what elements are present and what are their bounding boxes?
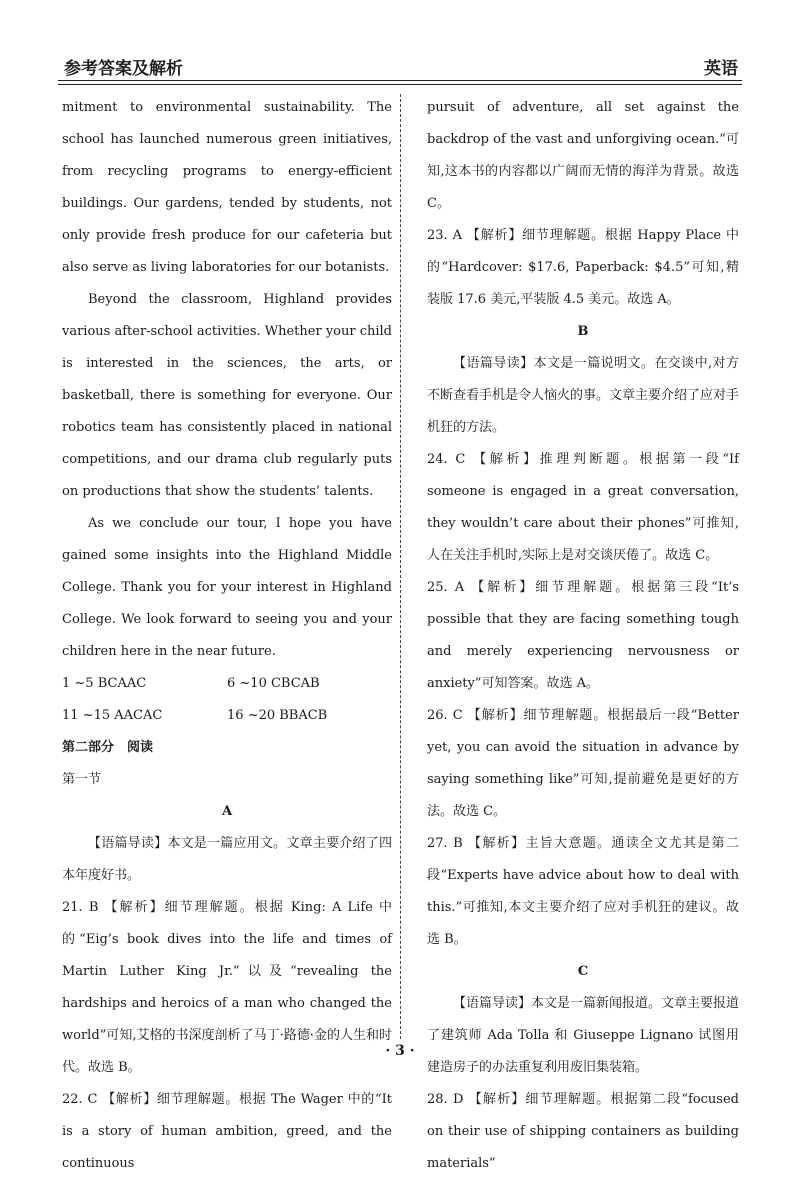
passage-letter: B (577, 324, 589, 339)
passage-letter: C (577, 964, 589, 979)
header-subject: 英语 (704, 59, 738, 79)
answer-explanation: pursuit of adventure, all set against the backdrop of the vast and unforgiving ocean.”可知,这本书的内容都以广阔而无情的海洋为背景。故选 C。 (427, 100, 739, 211)
passage-paragraph: mitment to environmental sustainability. The school has launched numerous green initiatives, from recycling programs to energy-efficient buildings. Our gardens, tended by students, not only provide fresh produce for our cafeteria but also serve as living laboratories for our botanists. (62, 100, 392, 275)
passage-letter: A (221, 804, 233, 819)
section-title: 第一节 (62, 772, 102, 787)
passage-guide: 【语篇导读】本文是一篇应用文。文章主要介绍了四本年度好书。 (62, 836, 392, 883)
left-column (62, 92, 392, 1180)
answer-explanation: 24. C 【解析】推理判断题。根据第一段“If someone is engaged in a great conversation, they wouldn’t care about their phones”可推知,人在关注手机时,实际上是对交谈厌倦了。故选 C。 (427, 452, 739, 563)
part-title: 第二部分 阅读 (62, 740, 154, 755)
answer-key: 1 ~5 BCAAC (62, 676, 147, 691)
answer-explanation: 28. D 【解析】细节理解题。根据第二段“focused on their use of shipping containers as building materials” (427, 1092, 739, 1171)
answer-row (62, 668, 392, 700)
passage-guide: 【语篇导读】本文是一篇说明文。在交谈中,对方不断查看手机是令人恼火的事。文章主要介绍了应对手机狂的方法。 (427, 356, 740, 435)
page-header (58, 52, 742, 82)
answer-key: 16 ~20 BBACB (227, 708, 328, 723)
answer-explanation: 23. A 【解析】细节理解题。根据 Happy Place 中的“Hardcover: $17.6, Paperback: $4.5”可知,精装版 17.6 美元,平装版 4.5 美元。故选 A。 (427, 228, 739, 307)
answer-explanation: 25. A 【解析】细节理解题。根据第三段“It’s possible that they are facing something tough and merely experiencing nervousness or anxiety”可知答案。故选 A。 (427, 580, 739, 691)
passage-guide: 【语篇导读】本文是一篇新闻报道。文章主要报道了建筑师 Ada Tolla 和 Giuseppe Lignano 试图用建造房子的办法重复利用废旧集装箱。 (427, 996, 740, 1075)
header-rule-thin (58, 84, 742, 85)
right-column (427, 92, 739, 1180)
column-divider (400, 94, 401, 1039)
page-number: · 3 · (385, 1043, 415, 1059)
passage-paragraph: Beyond the classroom, Highland provides various after-school activities. Whether your child is interested in the sciences, the arts, or basketball, there is something for everyone. Our robotics team has consistently placed in national competitions, and our drama club regularly puts on productions that show the students’ talents. (62, 292, 392, 499)
answer-explanation: 27. B 【解析】主旨大意题。通读全文尤其是第二段“Experts have advice about how to deal with this.”可推知,本文主要介绍了应对手机狂的建议。故选 B。 (427, 836, 739, 947)
answer-key: 6 ~10 CBCAB (227, 676, 320, 691)
answer-explanation: 26. C 【解析】细节理解题。根据最后一段“Better yet, you can avoid the situation in advance by saying something like”可知,提前避免是更好的方法。故选 C。 (427, 708, 739, 819)
answer-explanation: 22. C 【解析】细节理解题。根据 The Wager 中的“It is a story of human ambition, greed, and the continuous (62, 1092, 392, 1171)
passage-paragraph: As we conclude our tour, I hope you have gained some insights into the Highland Middle College. Thank you for your interest in Highland College. We look forward to seeing you and your children here in the near future. (62, 516, 392, 659)
answer-explanation: 21. B 【解析】细节理解题。根据 King: A Life 中的“Eig’s book dives into the life and times of Martin Luther King Jr.”以及“revealing the hardships and heroics of a man who changed the world”可知,艾格的书深度剖析了马丁·路德·金的人生和时代。故选 B。 (62, 900, 392, 1075)
header-title: 参考答案及解析 (64, 59, 183, 79)
answer-row (62, 700, 392, 732)
header-rule (58, 80, 742, 81)
answer-key: 11 ~15 AACAC (62, 708, 163, 723)
